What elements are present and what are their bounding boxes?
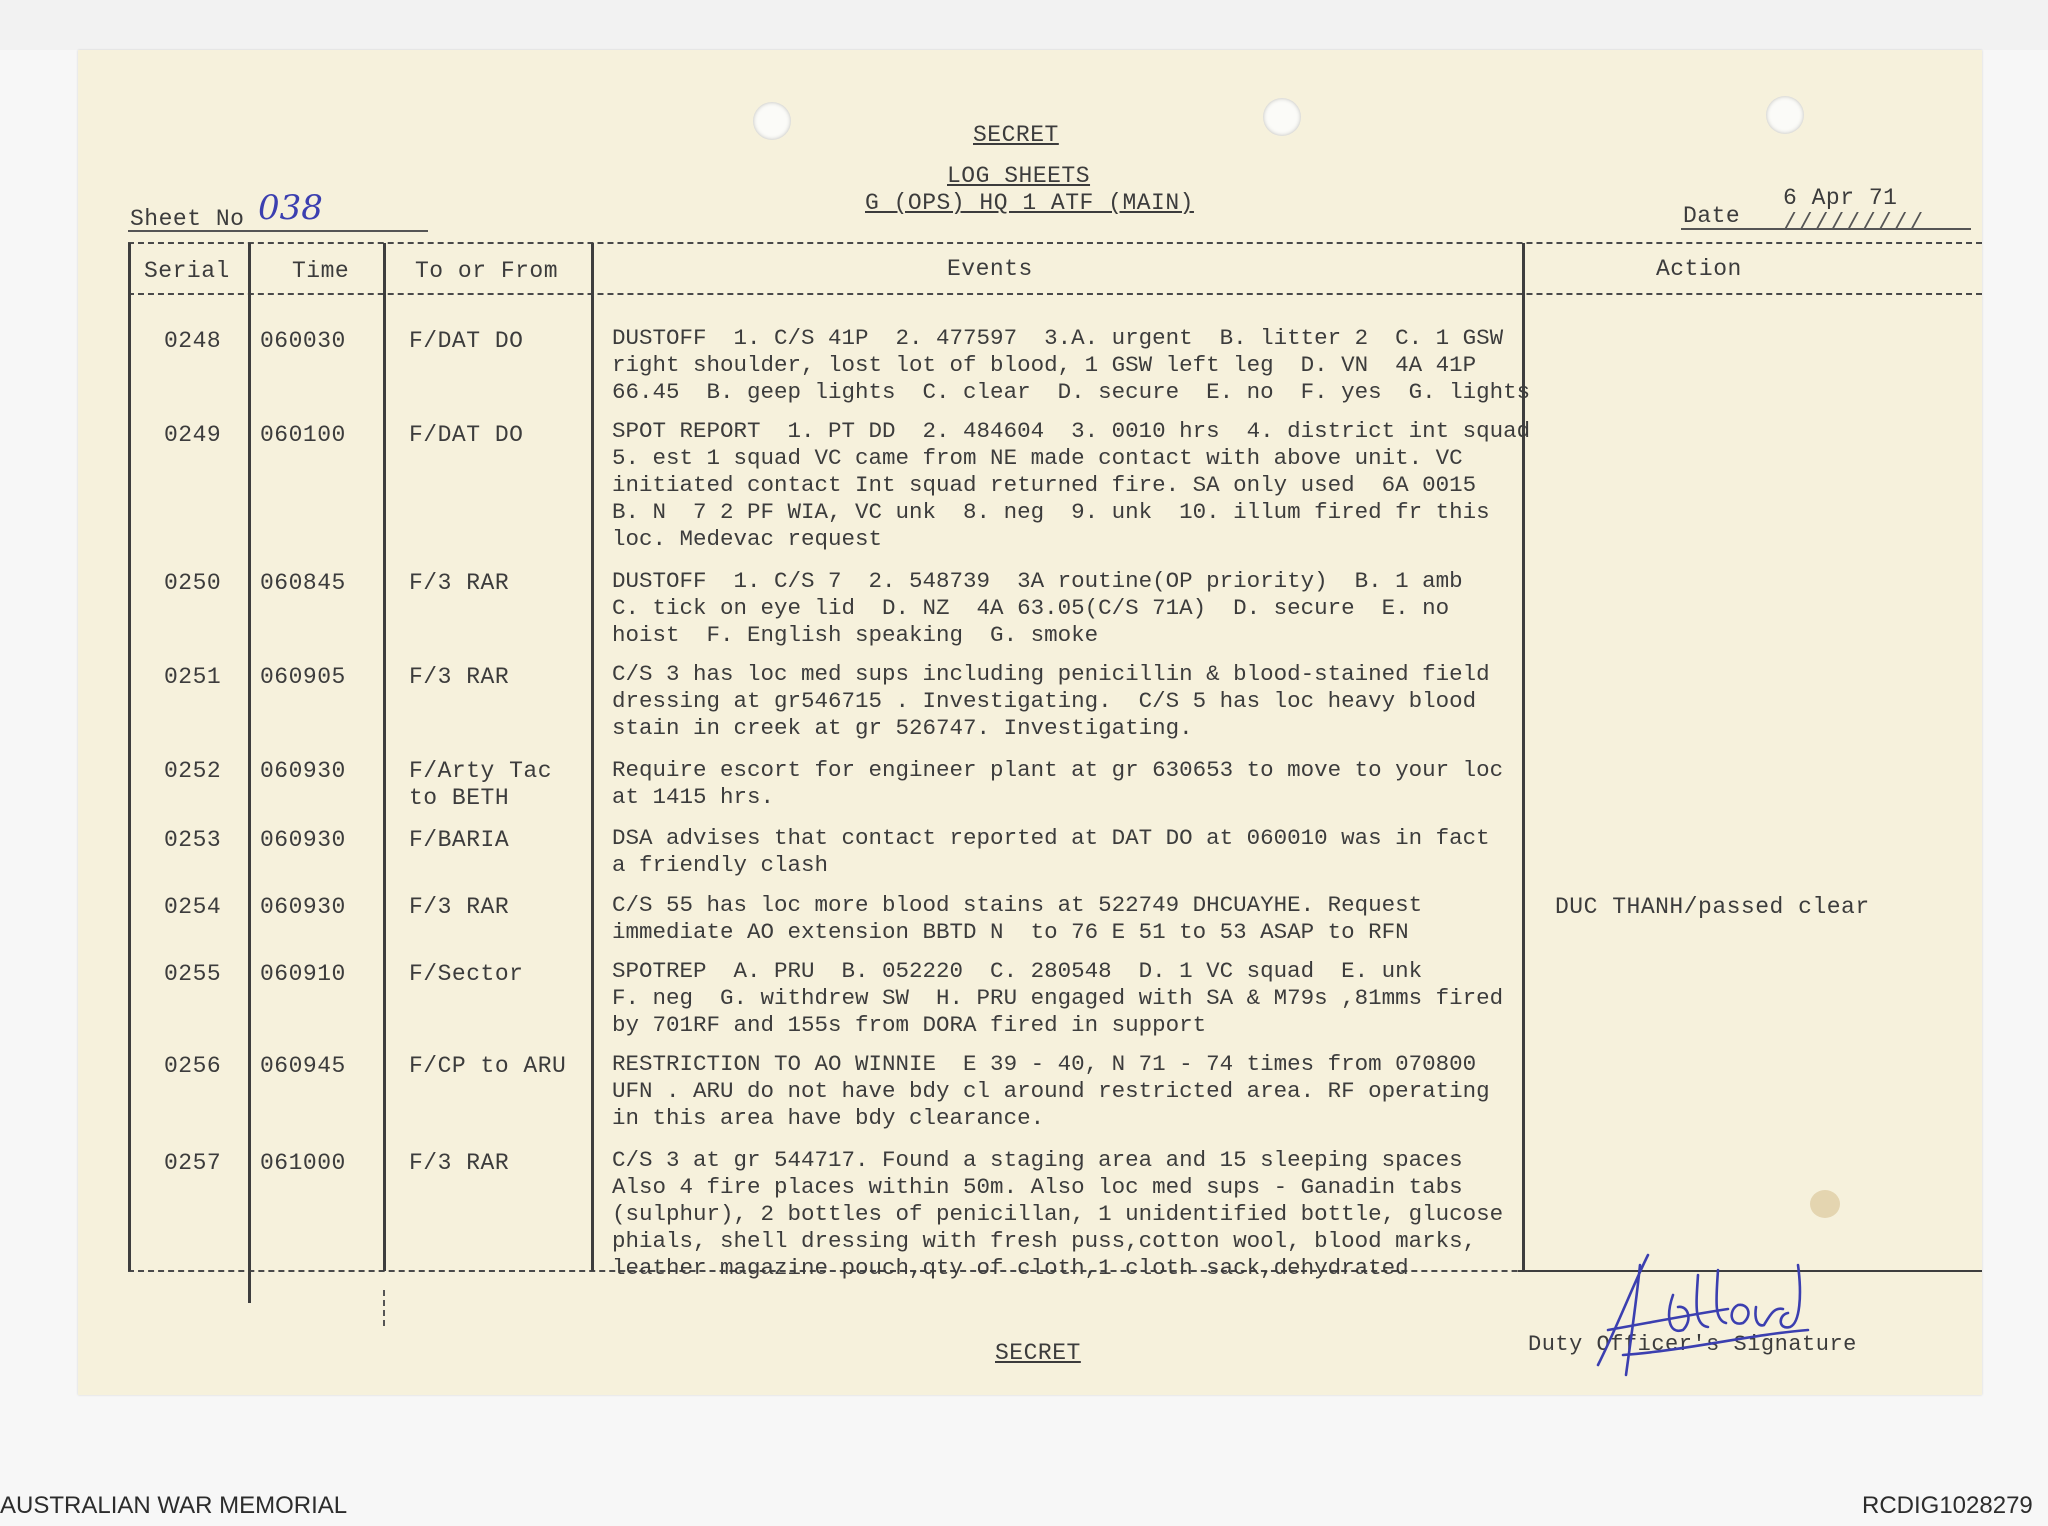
paper-stain xyxy=(1810,1190,1840,1218)
header-serial: Serial xyxy=(144,258,230,284)
serial-cell: 0256 xyxy=(164,1053,222,1079)
serial-cell: 0250 xyxy=(164,570,222,596)
serial-cell: 0249 xyxy=(164,422,222,448)
time-cell: 060930 xyxy=(260,894,346,920)
to-from-cell: F/CP to ARU xyxy=(409,1053,567,1079)
events-cell: SPOT REPORT 1. PT DD 2. 484604 3. 0010 hrs 4. district int squad 5. est 1 squad VC came from NE made contact with above unit. VC initiated contact Int squad returned fire. SA only used 6A 0015 B. N 7 2 PF WIA, VC unk 8. neg 9. unk 10. illum fired fr this loc. Medevac request xyxy=(612,418,1531,552)
serial-cell: 0251 xyxy=(164,664,222,690)
col-border-time-tail xyxy=(383,1290,385,1326)
to-from-cell: F/3 RAR xyxy=(409,894,510,920)
serial-cell: 0257 xyxy=(164,1150,222,1176)
serial-cell: 0252 xyxy=(164,758,222,784)
events-cell: SPOTREP A. PRU B. 052220 C. 280548 D. 1 VC squad E. unk F. neg G. withdrew SW H. PRU engaged with SA & M79s ,81mms fired by 701RF and 155s from DORA fired in support xyxy=(612,958,1504,1038)
time-cell: 060030 xyxy=(260,328,346,354)
events-cell: RESTRICTION TO AO WINNIE E 39 - 40, N 71 - 74 times from 070800 UFN . ARU do not have bdy cl around restricted area. RF operating in this area have bdy clearance. xyxy=(612,1051,1490,1131)
time-cell: 061000 xyxy=(260,1150,346,1176)
table-top-border xyxy=(128,242,1982,244)
events-cell: DUSTOFF 1. C/S 41P 2. 477597 3.A. urgent B. litter 2 C. 1 GSW right shoulder, lost lot of blood, 1 GSW left leg D. VN 4A 41P 66.45 B. geep lights C. clear D. secure E. no F. yes G. lights xyxy=(612,325,1531,405)
document-title: LOG SHEETS xyxy=(947,163,1091,189)
log-sheet-paper xyxy=(78,50,1982,1395)
punch-hole xyxy=(753,102,791,140)
time-cell: 060945 xyxy=(260,1053,346,1079)
header-time: Time xyxy=(292,258,350,284)
events-cell: C/S 55 has loc more blood stains at 522749 DHCUAYHE. Request immediate AO extension BBTD N to 76 E 51 to 53 ASAP to RFN xyxy=(612,892,1423,945)
events-cell: DSA advises that contact reported at DAT DO at 060010 was in fact a friendly clash xyxy=(612,825,1490,878)
col-border-tofrom xyxy=(591,243,594,1271)
date-label: Date xyxy=(1683,203,1741,229)
top-band xyxy=(0,0,2048,50)
serial-cell: 0248 xyxy=(164,328,222,354)
to-from-cell: F/DAT DO xyxy=(409,422,524,448)
classification-bottom: SECRET xyxy=(995,1340,1081,1366)
to-from-cell: F/3 RAR xyxy=(409,570,510,596)
time-cell: 060100 xyxy=(260,422,346,448)
date-underline xyxy=(1681,228,1971,230)
sheet-no-value: 038 xyxy=(258,188,323,228)
to-from-cell: F/3 RAR xyxy=(409,664,510,690)
punch-hole xyxy=(1263,98,1301,136)
to-from-cell: F/DAT DO xyxy=(409,328,524,354)
sheet-no-underline xyxy=(128,230,428,232)
col-border-serial xyxy=(248,243,251,1303)
serial-cell: 0253 xyxy=(164,827,222,853)
unit-name: G (OPS) HQ 1 ATF (MAIN) xyxy=(865,190,1194,216)
sheet-no-label: Sheet No xyxy=(130,206,245,232)
time-cell: 060930 xyxy=(260,827,346,853)
signature-label: Duty Officer's Signature xyxy=(1528,1332,1857,1357)
time-cell: 060845 xyxy=(260,570,346,596)
col-border-time xyxy=(383,243,386,1271)
header-action: Action xyxy=(1656,256,1742,282)
footer-archive-name: AUSTRALIAN WAR MEMORIAL xyxy=(0,1492,348,1519)
to-from-cell: F/Sector xyxy=(409,961,524,987)
to-from-cell: F/Arty Tac to BETH xyxy=(409,758,553,811)
events-cell: Require escort for engineer plant at gr 630653 to move to your loc at 1415 hrs. xyxy=(612,757,1504,810)
serial-cell: 0255 xyxy=(164,961,222,987)
col-border-left xyxy=(128,243,131,1271)
to-from-cell: F/3 RAR xyxy=(409,1150,510,1176)
header-bottom-border xyxy=(128,293,1982,295)
header-events: Events xyxy=(947,256,1033,282)
to-from-cell: F/BARIA xyxy=(409,827,510,853)
classification-top: SECRET xyxy=(973,122,1059,148)
events-cell: C/S 3 has loc med sups including penicillin & blood-stained field dressing at gr546715 . Investigating. C/S 5 has loc heavy blood stain in creek at gr 526747. Investigating. xyxy=(612,661,1490,741)
punch-hole xyxy=(1766,96,1804,134)
time-cell: 060930 xyxy=(260,758,346,784)
footer-record-id: RCDIG1028279 xyxy=(1862,1492,2033,1519)
events-cell: C/S 3 at gr 544717. Found a staging area and 15 sleeping spaces Also 4 fire places within 50m. Also loc med sups - Ganadin tabs (sulphur), 2 bottles of penicillan, 1 unidentified bottle, glucose phials, shell dressing with fresh puss,cotton wool, blood marks, leather magazine pouch,qty of cloth,1 cloth sack,dehydrated xyxy=(612,1147,1504,1281)
action-cell: DUC THANH/passed clear xyxy=(1555,894,1870,920)
serial-cell: 0254 xyxy=(164,894,222,920)
date-value: 6 Apr 71 xyxy=(1783,185,1898,211)
struck-date-placeholder: ///////// xyxy=(1783,210,1926,236)
events-cell: DUSTOFF 1. C/S 7 2. 548739 3A routine(OP priority) B. 1 amb C. tick on eye lid D. NZ 4A 63.05(C/S 71A) D. secure E. no hoist F. English speaking G. smoke xyxy=(612,568,1463,648)
time-cell: 060910 xyxy=(260,961,346,987)
duty-officer-signature xyxy=(1578,1235,1838,1385)
time-cell: 060905 xyxy=(260,664,346,690)
header-to-from: To or From xyxy=(415,258,559,284)
